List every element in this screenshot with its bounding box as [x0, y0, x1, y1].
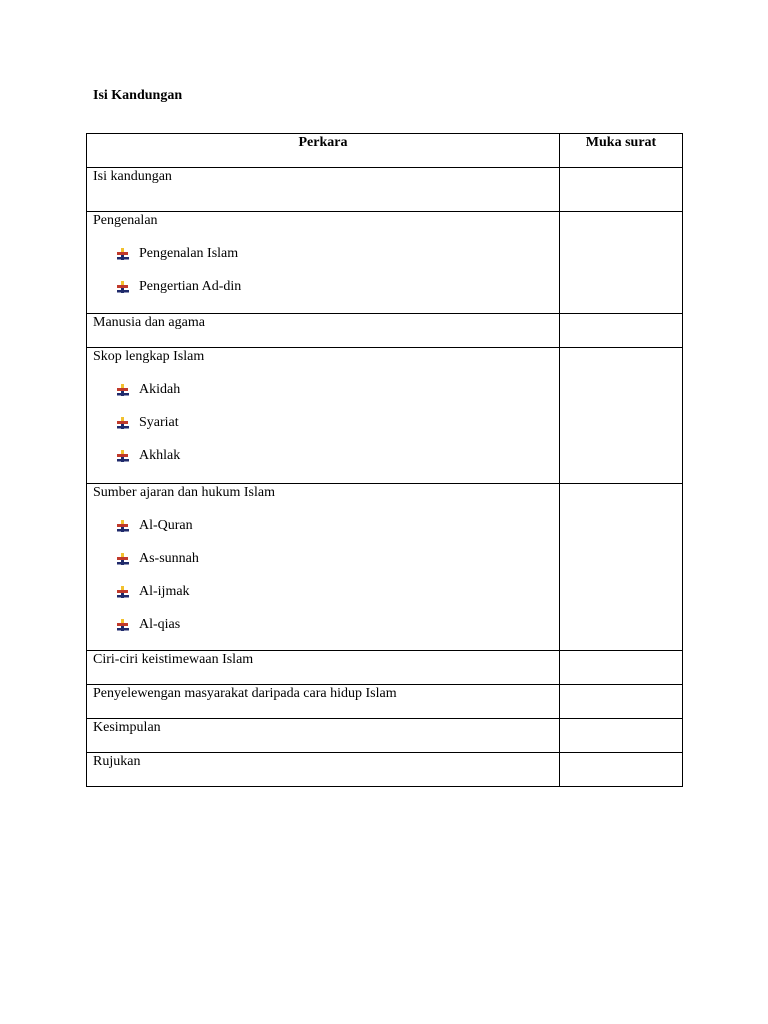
topic-cell [87, 651, 560, 685]
row-label: Penyelewengan masyarakat daripada cara hidup Islam [93, 686, 397, 701]
sub-list [93, 246, 559, 295]
row-label: Isi kandungan [93, 169, 172, 184]
list-item [93, 584, 559, 600]
page-number-cell [560, 753, 683, 787]
row-label: Ciri-ciri keistimewaan Islam [93, 652, 254, 667]
list-item [93, 551, 559, 567]
list-item [93, 518, 559, 534]
page-number-cell [560, 348, 683, 484]
arrow-bullet-icon [116, 247, 130, 261]
topic-cell [87, 685, 560, 719]
page-number-cell [560, 212, 683, 314]
sub-item-label: Al-ijmak [139, 584, 190, 599]
table-row [87, 719, 683, 753]
arrow-bullet-icon [116, 552, 130, 566]
list-item [93, 246, 559, 262]
page-number-cell [560, 168, 683, 212]
sub-item-label: Akidah [139, 382, 181, 397]
table-row [87, 651, 683, 685]
topic-cell [87, 484, 560, 651]
list-item [93, 382, 559, 398]
arrow-bullet-icon [116, 280, 130, 294]
sub-item-label: Al-qias [139, 617, 181, 632]
topic-cell [87, 314, 560, 348]
topic-cell [87, 212, 560, 314]
table-row [87, 484, 683, 651]
sub-item-label: Pengertian Ad-din [139, 279, 242, 294]
row-label: Skop lengkap Islam [93, 349, 205, 364]
list-item [93, 415, 559, 431]
topic-cell [87, 168, 560, 212]
table-row [87, 168, 683, 212]
row-label: Rujukan [93, 754, 141, 769]
page-number-cell [560, 314, 683, 348]
topic-cell [87, 753, 560, 787]
table-row [87, 314, 683, 348]
sub-item-label: Pengenalan Islam [139, 246, 239, 261]
page-number-cell [560, 651, 683, 685]
arrow-bullet-icon [116, 618, 130, 632]
row-label: Pengenalan [93, 213, 158, 228]
list-item [93, 448, 559, 464]
header-page: Muka surat [560, 134, 683, 168]
sub-list [93, 382, 559, 464]
row-label: Manusia dan agama [93, 315, 205, 330]
sub-item-label: As-sunnah [139, 551, 199, 566]
list-item [93, 279, 559, 295]
arrow-bullet-icon [116, 585, 130, 599]
sub-item-label: Al-Quran [139, 518, 193, 533]
table-row [87, 212, 683, 314]
sub-item-label: Akhlak [139, 448, 181, 463]
page-number-cell [560, 719, 683, 753]
table-row [87, 348, 683, 484]
sub-list [93, 518, 559, 633]
topic-cell [87, 719, 560, 753]
page-number-cell [560, 484, 683, 651]
topic-cell [87, 348, 560, 484]
arrow-bullet-icon [116, 383, 130, 397]
list-item [93, 617, 559, 633]
arrow-bullet-icon [116, 519, 130, 533]
table-header-row [87, 134, 683, 168]
row-label: Sumber ajaran dan hukum Islam [93, 485, 275, 500]
page-title: Isi Kandungan [93, 88, 183, 103]
contents-table [86, 133, 683, 787]
table-row [87, 753, 683, 787]
sub-item-label: Syariat [139, 415, 179, 430]
header-topic: Perkara [87, 134, 560, 168]
arrow-bullet-icon [116, 416, 130, 430]
row-label: Kesimpulan [93, 720, 161, 735]
page-number-cell [560, 685, 683, 719]
table-row [87, 685, 683, 719]
arrow-bullet-icon [116, 449, 130, 463]
